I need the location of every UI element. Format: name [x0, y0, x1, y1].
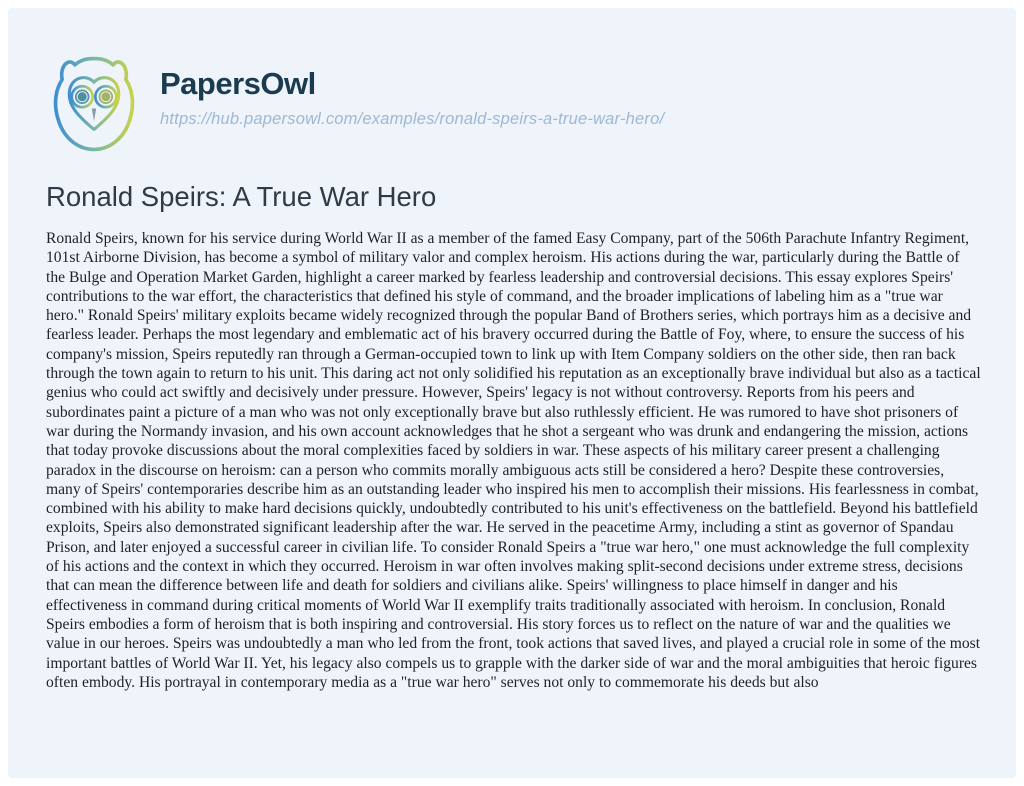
- page-title: Ronald Speirs: A True War Hero: [46, 181, 437, 212]
- brand-name: PapersOwl: [160, 66, 316, 101]
- site-header: [48, 54, 978, 154]
- content-panel: [8, 8, 1016, 778]
- brand-block: [160, 54, 664, 129]
- owl-logo-icon: [48, 54, 140, 154]
- essay-body-text: Ronald Speirs, known for his service during World War II as a member of the famed Easy Company, part of the 506th Parachute Infantry Regiment, 101st Airborne Division, has become a symbol of military valor and complex heroism. His actions during the war, particularly during the Battle of the Bulge and Operation Market Garden, highlight a career marked by fearless leadership and controversial decisions. This essay explores Speirs' contributions to the war effort, the characteristics that defined his style of command, and the broader implications of labeling him as a "true war hero." Ronald Speirs' military exploits became widely recognized through the popular Band of Brothers series, which portrays him as a decisive and fearless leader. Perhaps the most legendary and emblematic act of his bravery occurred during the Battle of Foy, where, to ensure the success of his company's mission, Speirs reputedly ran through a German-occupied town to link up with Item Company soldiers on the other side, then ran back through the town again to return to his unit. This daring act not only solidified his reputation as an exceptionally brave individual but also as a tactical genius who could act swiftly and decisively under pressure. However, Speirs' legacy is not without controversy. Reports from his peers and subordinates paint a picture of a man who was not only exceptionally brave but also ruthlessly efficient. He was rumored to have shot prisoners of war during the Normandy invasion, and his own account acknowledges that he shot a sergeant who was drunk and endangering the mission, actions that today provoke discussions about the moral complexities faced by soldiers in war. These aspects of his military career present a challenging paradox in the discourse on heroism: can a person who commits morally ambiguous acts still be considered a hero? Despite these controversies, many of Speirs' contemporaries describe him as an outstanding leader who inspired his men to accomplish their missions. His fearlessness in combat, combined with his ability to make hard decisions quickly, undoubtedly contributed to his unit's effectiveness on the battlefield. Beyond his battlefield exploits, Speirs also demonstrated significant leadership after the war. He served in the peacetime Army, including a stint as governor of Spandau Prison, and later enjoyed a successful career in civilian life. To consider Ronald Speirs a "true war hero," one must acknowledge the full complexity of his actions and the context in which they occurred. Heroism in war often involves making split-second decisions under extreme stress, decisions that can mean the difference between life and death for soldiers and civilians alike. Speirs' willingness to place himself in danger and his effectiveness in command during critical moments of World War II exemplify traits traditionally associated with heroism. In conclusion, Ronald Speirs embodies a form of heroism that is both inspiring and controversial. His story forces us to reflect on the nature of war and the qualities we value in our heroes. Speirs was undoubtedly a man who led from the front, took actions that saved lives, and played a crucial role in some of the most important battles of World War II. Yet, his legacy also compels us to grapple with the darker side of war and the moral ambiguities that heroic figures often embody. His portrayal in contemporary media as a "true war hero" serves not only to commemorate his deeds but also: [46, 230, 981, 691]
- source-url: https://hub.papersowl.com/examples/ronald-speirs-a-true-war-hero/: [160, 110, 665, 128]
